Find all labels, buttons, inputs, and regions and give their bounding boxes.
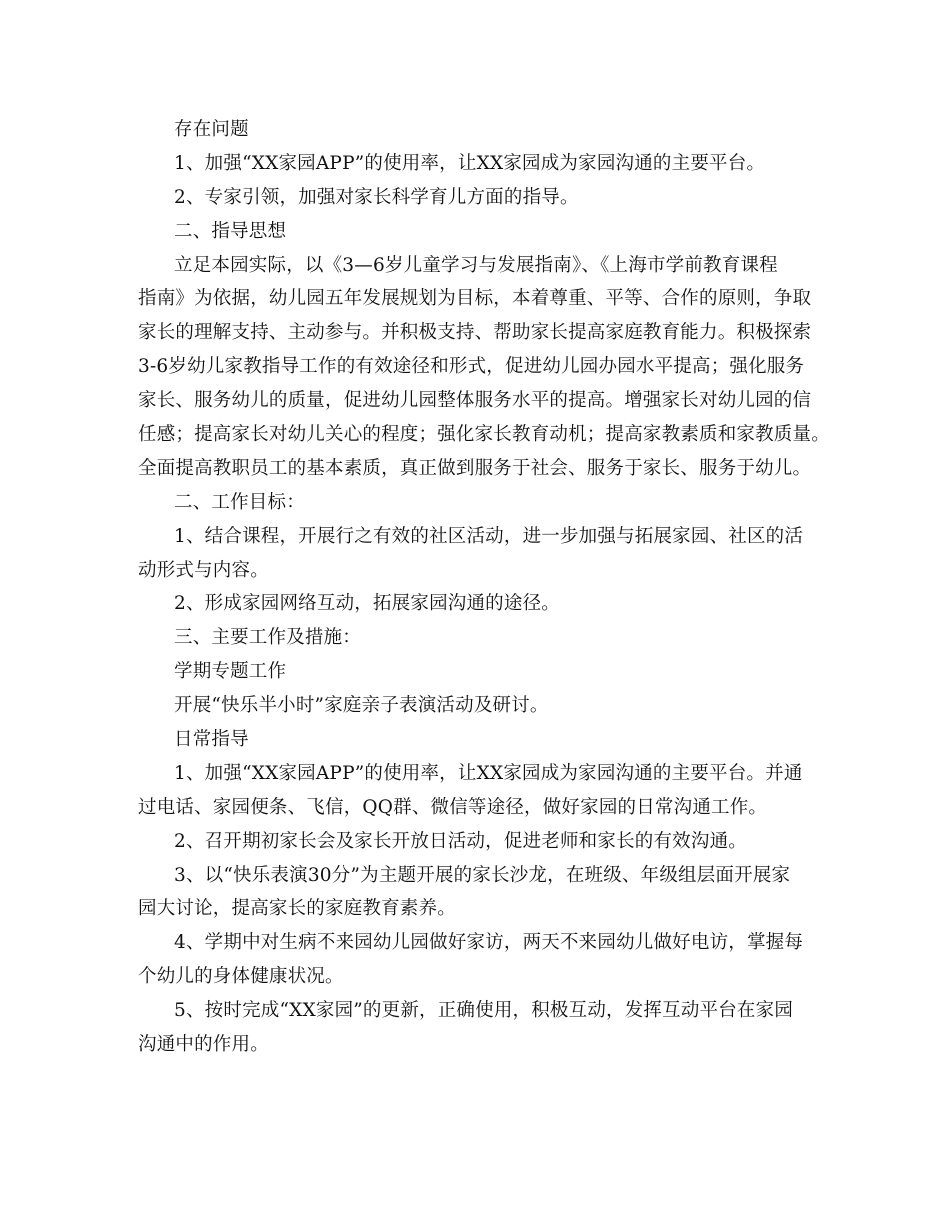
paragraph-line: 开展“快乐半小时”家庭亲子表演活动及研讨。	[174, 695, 549, 717]
subsection-heading: 日常指导	[174, 729, 249, 751]
list-item-continuation: 园大讨论，提高家长的家庭教育素养。	[138, 898, 456, 920]
list-item: 1、加强“XX家园APP”的使用率，让XX家园成为家园沟通的主要平台。并通	[174, 762, 803, 784]
section-heading: 二、指导思想	[174, 220, 287, 242]
paragraph-line: 家长、服务幼儿的质量，促进幼儿园整体服务水平的提高。增强家长对幼儿园的信	[138, 390, 812, 412]
list-item-continuation: 过电话、家园便条、飞信，QQ群、微信等途径，做好家园的日常沟通工作。	[138, 796, 768, 818]
list-item: 3、以“快乐表演30分”为主题开展的家长沙龙，在班级、年级组层面开展家	[174, 864, 791, 886]
paragraph-line: 家长的理解支持、主动参与。并积极支持、帮助家长提高家庭教育能力。积极探索	[138, 322, 812, 344]
list-item: 1、结合课程，开展行之有效的社区活动，进一步加强与拓展家园、社区的活	[174, 525, 804, 547]
section-heading: 三、主要工作及措施：	[174, 627, 362, 649]
list-item: 1、加强“XX家园APP”的使用率，让XX家园成为家园沟通的主要平台。	[174, 152, 766, 174]
paragraph-line: 全面提高教职员工的基本素质，真正做到服务于社会、服务于家长、服务于幼儿。	[138, 457, 812, 479]
list-item: 4、学期中对生病不来园幼儿园做好家访，两天不来园幼儿做好电访，掌握每	[174, 932, 804, 954]
paragraph-line: 任感；提高家长对幼儿关心的程度；强化家长教育动机；提高家教素质和家教质量。	[138, 424, 830, 446]
list-item: 5、按时完成“XX家园”的更新，正确使用，积极互动，发挥互动平台在家园	[174, 1000, 794, 1022]
document-body	[138, 113, 828, 1062]
list-item-continuation: 个幼儿的身体健康状况。	[138, 966, 344, 988]
list-item: 2、专家引领，加强对家长科学育儿方面的指导。	[174, 186, 579, 208]
subsection-heading: 学期专题工作	[174, 661, 287, 683]
paragraph-line: 3-6岁幼儿家教指导工作的有效途径和形式，促进幼儿园办园水平提高；强化服务	[138, 356, 805, 378]
paragraph-line: 立足本园实际，以《3—6岁儿童学习与发展指南》、《上海市学前教育课程	[174, 254, 778, 276]
list-item: 2、形成家园网络互动，拓展家园沟通的途径。	[174, 593, 560, 615]
list-item-continuation: 沟通中的作用。	[138, 1034, 269, 1056]
section-heading: 存在问题	[174, 119, 249, 140]
list-item-continuation: 动形式与内容。	[138, 559, 269, 581]
list-item: 2、召开期初家长会及家长开放日活动，促进老师和家长的有效沟通。	[174, 830, 747, 852]
paragraph-line: 指南》为依据，幼儿园五年发展规划为目标，本着尊重、平等、合作的原则，争取	[138, 288, 812, 310]
section-heading: 二、工作目标：	[174, 491, 305, 513]
